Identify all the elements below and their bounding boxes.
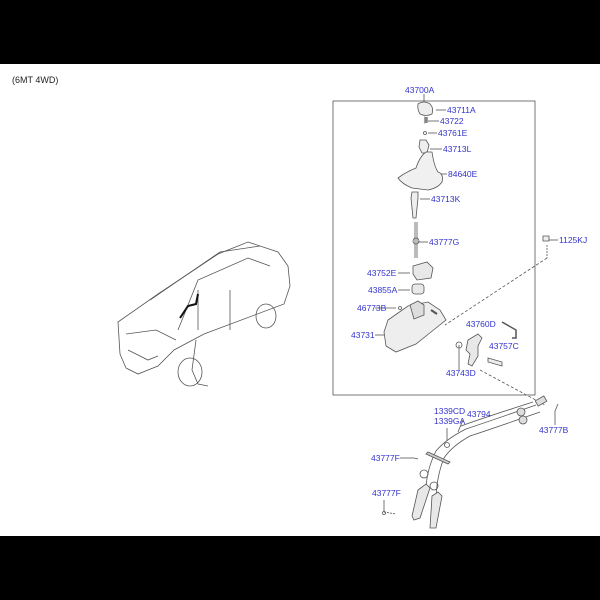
variant-label: (6MT 4WD) — [12, 75, 59, 85]
part-label-43722[interactable]: 43722 — [440, 116, 464, 126]
part-label-84640E[interactable]: 84640E — [448, 169, 478, 179]
part-label-43777F-upper[interactable]: 43777F — [371, 453, 400, 463]
part-label-46773B[interactable]: 46773B — [357, 303, 387, 313]
part-label-43777F-lower[interactable]: 43777F — [372, 488, 401, 498]
part-label-1339CD[interactable]: 1339CD — [434, 406, 466, 416]
part-label-43757C[interactable]: 43757C — [489, 341, 519, 351]
part-label-43794[interactable]: 43794 — [467, 409, 491, 419]
part-label-43743D[interactable]: 43743D — [446, 368, 476, 378]
part-label-43752E[interactable]: 43752E — [367, 268, 397, 278]
part-label-43777B[interactable]: 43777B — [539, 425, 569, 435]
part-label-43777G[interactable]: 43777G — [429, 237, 460, 247]
part-label-43731[interactable]: 43731 — [351, 330, 375, 340]
part-label-1339GA[interactable]: 1339GA — [434, 416, 466, 426]
part-label-43713L[interactable]: 43713L — [443, 144, 472, 154]
vehicle-illustration — [118, 242, 290, 386]
part-label-1125KJ[interactable]: 1125KJ — [559, 235, 588, 245]
part-label-43761E[interactable]: 43761E — [438, 128, 468, 138]
part-label-43711A[interactable]: 43711A — [447, 105, 476, 115]
part-label-43760D[interactable]: 43760D — [466, 319, 496, 329]
assembly-label-43700A[interactable]: 43700A — [405, 85, 435, 95]
part-label-43855A[interactable]: 43855A — [368, 285, 398, 295]
part-label-43713K[interactable]: 43713K — [431, 194, 461, 204]
